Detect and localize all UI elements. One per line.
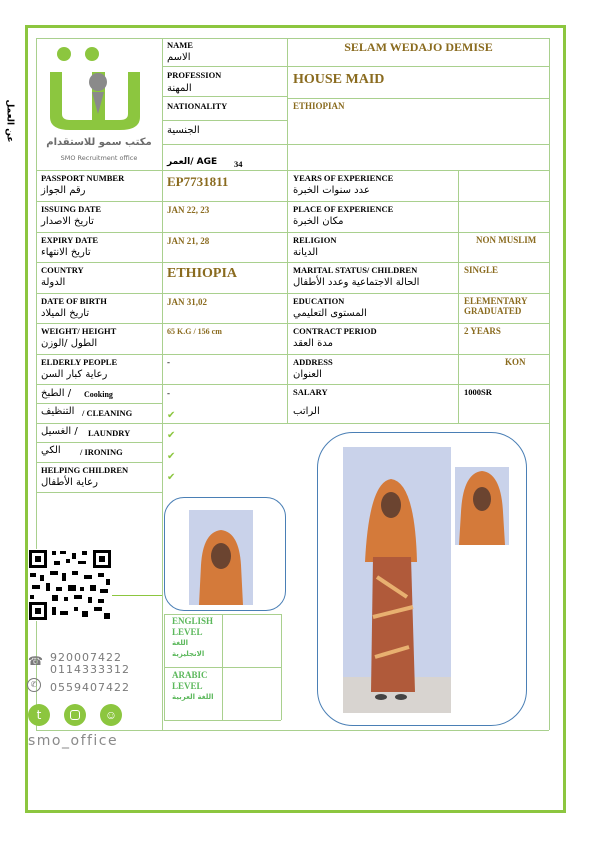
profession-value: HOUSE MAID	[293, 72, 385, 87]
marital-label-en: MARITAL STATUS/ CHILDREN	[293, 265, 418, 275]
face-photo	[455, 467, 509, 545]
address-value: KON	[505, 357, 526, 367]
expiry-label-ar: تاريخ الانتهاء	[41, 247, 91, 258]
cleaning-label-ar: التنظيف	[41, 406, 75, 417]
issuing-label-en: ISSUING DATE	[41, 204, 102, 214]
english-level-label: ENGLISH LEVEL	[172, 616, 214, 637]
name-label-en: NAME	[167, 40, 193, 50]
issuing-label-ar: تاريخ الاصدار	[41, 216, 94, 227]
marital-label-ar: الحالة الاجتماعية وعدد الأطفال	[293, 277, 420, 288]
address-label-en: ADDRESS	[293, 357, 333, 367]
ironing-check-icon: ✔	[167, 451, 176, 462]
education-label-ar: المستوى التعليمي	[293, 308, 367, 319]
marital-value: SINGLE	[464, 265, 499, 275]
elderly-label-en: ELDERLY PEOPLE	[41, 357, 118, 367]
dob-label-ar: تاريخ الميلاد	[41, 308, 90, 319]
dob-value: JAN 31,02	[167, 297, 207, 307]
nationality-label-ar: الجنسية	[167, 125, 200, 136]
profession-label-ar: المهنة	[167, 83, 192, 94]
elderly-label-ar: رعاية كبار السن	[41, 369, 108, 380]
weight-value: 65 K.G / 156 cm	[167, 327, 222, 336]
address-label-ar: العنوان	[293, 369, 322, 380]
phone-icon: ☎	[28, 654, 43, 668]
salary-label-ar: الراتب	[293, 406, 320, 417]
laundry-label-en: LAUNDRY	[88, 428, 131, 438]
cleaning-check-icon: ✔	[167, 410, 176, 421]
expiry-value: JAN 21, 28	[167, 236, 210, 246]
whatsapp-icon: ✆	[27, 678, 41, 692]
contract-label-en: CONTRACT PERIOD	[293, 326, 377, 336]
passport-value: EP7731811	[167, 174, 229, 189]
country-label-ar: الدولة	[41, 277, 66, 288]
religion-value: NON MUSLIM	[476, 235, 537, 245]
issuing-value: JAN 22, 23	[167, 205, 210, 215]
elderly-value: -	[167, 357, 170, 367]
qr-code[interactable]	[28, 549, 112, 621]
social-handle[interactable]: smo_office	[28, 733, 119, 749]
arabic-level-label-ar: اللغة العربية	[172, 693, 214, 701]
weight-label-en: WEIGHT/ HEIGHT	[41, 326, 117, 336]
contract-value: 2 YEARS	[464, 326, 501, 336]
profession-label-en: PROFESSION	[167, 70, 222, 80]
cooking-label-en: Cooking	[84, 390, 113, 399]
salary-value: 1000SR	[464, 387, 492, 397]
name-value: SELAM WEDAJO DEMISE	[344, 40, 493, 54]
cleaning-label-en: / CLEANING	[82, 408, 133, 418]
country-label-en: COUNTRY	[41, 265, 84, 275]
religion-label-en: RELIGION	[293, 235, 337, 245]
ironing-label-en: / IRONING	[80, 447, 123, 457]
nationality-label-en: NATIONALITY	[167, 101, 228, 111]
side-text: عن العمل	[4, 99, 15, 143]
children-label-en: HELPING CHILDREN	[41, 465, 129, 475]
phone-number-2[interactable]: 0114333312	[50, 663, 130, 676]
expiry-label-en: EXPIRY DATE	[41, 235, 99, 245]
salary-label-en: SALARY	[293, 387, 328, 397]
passport-photo	[189, 510, 253, 605]
arabic-level-label: ARABIC LEVEL	[172, 670, 208, 691]
english-level-label-ar: اللغة الانجليزية	[172, 639, 205, 658]
age-value: 34	[234, 159, 243, 169]
children-label-ar: رعاية الأطفال	[41, 477, 98, 488]
laundry-label-ar: الغسيل /	[41, 426, 78, 437]
nationality-value: ETHIOPIAN	[293, 101, 345, 111]
experience-years-label-en: YEARS OF EXPERIENCE	[293, 173, 394, 183]
religion-label-ar: الديانة	[293, 247, 319, 258]
cooking-label-ar: الطبخ /	[41, 388, 72, 399]
passport-label-en: PASSPORT NUMBER	[41, 173, 125, 183]
laundry-check-icon: ✔	[167, 430, 176, 441]
country-value: ETHIOPIA	[167, 266, 238, 281]
office-name-ar: مكتب سمو للاستقدام	[46, 137, 152, 148]
phone-number-1[interactable]: 920007422	[50, 651, 122, 664]
education-label-en: EDUCATION	[293, 296, 345, 306]
dob-label-en: DATE OF BIRTH	[41, 296, 107, 306]
whatsapp-number[interactable]: 0559407422	[50, 681, 130, 694]
experience-place-label-en: PLACE OF EXPERIENCE	[293, 204, 394, 214]
weight-label-ar: الطول /الوزن	[41, 338, 98, 349]
office-logo	[40, 42, 158, 167]
name-label-ar: الاسم	[167, 52, 191, 63]
experience-years-label-ar: عدد سنوات الخبرة	[293, 185, 370, 196]
instagram-icon[interactable]	[64, 704, 86, 726]
contract-label-ar: مدة العقد	[293, 338, 333, 349]
education-value: ELEMENTARY GRADUATED	[464, 296, 528, 316]
passport-label-ar: رقم الجواز	[41, 185, 86, 196]
experience-place-label-ar: مكان الخبرة	[293, 216, 344, 227]
twitter-icon[interactable]: t	[28, 704, 50, 726]
age-label: العمر/ AGE	[167, 157, 218, 167]
cooking-value: -	[167, 388, 170, 398]
full-body-photo	[343, 447, 451, 713]
children-check-icon: ✔	[167, 472, 176, 483]
ironing-label-ar: الكي	[41, 445, 61, 456]
snapchat-icon[interactable]: ☺	[100, 704, 122, 726]
office-name-en: SMO Recruitment office	[60, 154, 138, 162]
